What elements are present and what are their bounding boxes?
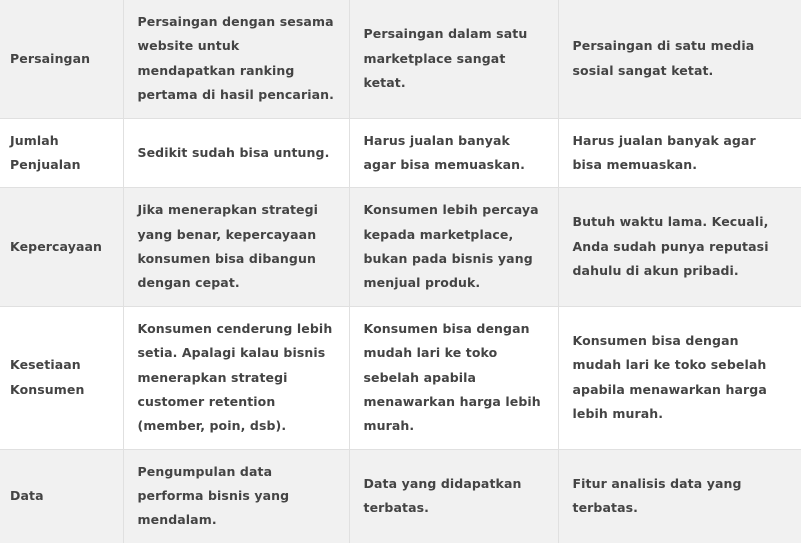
cell-kesetiaan-konsumen-marketplace: Konsumen bisa dengan mudah lari ke toko sebelah apabila menawarkan harga lebih murah. [349,306,558,449]
table-row [0,188,801,307]
row-label-data: Data [0,449,123,543]
cell-jumlah-penjualan-marketplace: Harus jualan banyak agar bisa memuaskan. [349,118,558,188]
cell-jumlah-penjualan-website: Sedikit sudah bisa untung. [123,118,349,188]
cell-kepercayaan-website: Jika menerapkan strategi yang benar, kepercayaan konsumen bisa dibangun dengan cepat. [123,188,349,307]
row-label-kepercayaan: Kepercayaan [0,188,123,307]
row-label-kesetiaan-konsumen: Kesetiaan Konsumen [0,306,123,449]
row-label-persaingan: Persaingan [0,0,123,118]
cell-persaingan-marketplace: Persaingan dalam satu marketplace sangat ketat. [349,0,558,118]
cell-persaingan-website: Persaingan dengan sesama website untuk mendapatkan ranking pertama di hasil pencarian. [123,0,349,118]
row-label-jumlah-penjualan: Jumlah Penjualan [0,118,123,188]
table-row [0,0,801,118]
table-row [0,306,801,449]
cell-data-marketplace: Data yang didapatkan terbatas. [349,449,558,543]
cell-data-website: Pengumpulan data performa bisnis yang mendalam. [123,449,349,543]
cell-kepercayaan-marketplace: Konsumen lebih percaya kepada marketplace, bukan pada bisnis yang menjual produk. [349,188,558,307]
cell-persaingan-social-media: Persaingan di satu media sosial sangat ketat. [558,0,801,118]
cell-data-social-media: Fitur analisis data yang terbatas. [558,449,801,543]
cell-kesetiaan-konsumen-website: Konsumen cenderung lebih setia. Apalagi kalau bisnis menerapkan strategi customer retention (member, poin, dsb). [123,306,349,449]
cell-kepercayaan-social-media: Butuh waktu lama. Kecuali, Anda sudah punya reputasi dahulu di akun pribadi. [558,188,801,307]
table-row [0,118,801,188]
cell-kesetiaan-konsumen-social-media: Konsumen bisa dengan mudah lari ke toko sebelah apabila menawarkan harga lebih murah. [558,306,801,449]
cell-jumlah-penjualan-social-media: Harus jualan banyak agar bisa memuaskan. [558,118,801,188]
table-row [0,449,801,543]
